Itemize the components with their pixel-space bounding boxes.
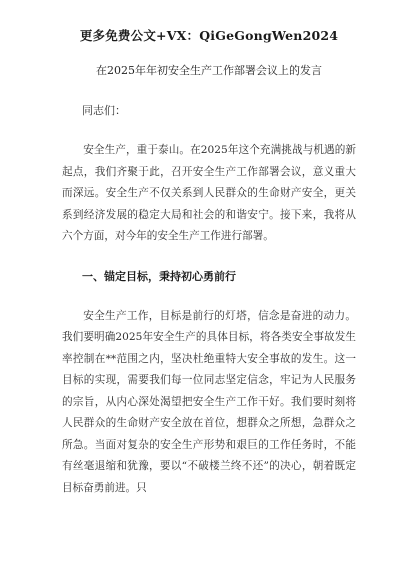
intro-paragraph: 安全生产，重于泰山。在2025年这个充满挑战与机遇的新起点，我们齐聚于此，召开安全生产工作部署会议，意义重大而深远。安全生产不仅关系到人民群众的生命财产安全，更关系到经济发展的稳定大局和社会的和谐安宁。接下来，我将从六个方面，对今年的安全生产工作进行部署。: [62, 144, 356, 242]
page-header: 更多免费公文+VX：QiGeGongWen2024: [79, 28, 339, 43]
section-1-paragraph: 安全生产工作，目标是前行的灯塔，信念是奋进的动力。我们要明确2025年安全生产的具体目标，将各类安全事故发生率控制在**范围之内，坚决杜绝重特大安全事故的发生。这一目标的实现，需要我们每一位同志坚定信念，牢记为人民服务的宗旨，从内心深处渴望把安全生产工作干好。我们要时刻将人民群众的生命财产安全放在首位，想群众之所想，急群众之所急。当面对复杂的安全生产形势和艰巨的工作任务时，不能有丝毫退缩和犹豫，要以“不破楼兰终不还”的决心，朝着既定目标奋勇前进。只: [62, 309, 356, 494]
salutation: 同志们：: [82, 104, 126, 117]
section-heading-1: 一、锚定目标，秉持初心勇前行: [82, 269, 236, 283]
document-title: 在2025年年初安全生产工作部署会议上的发言: [96, 64, 322, 77]
